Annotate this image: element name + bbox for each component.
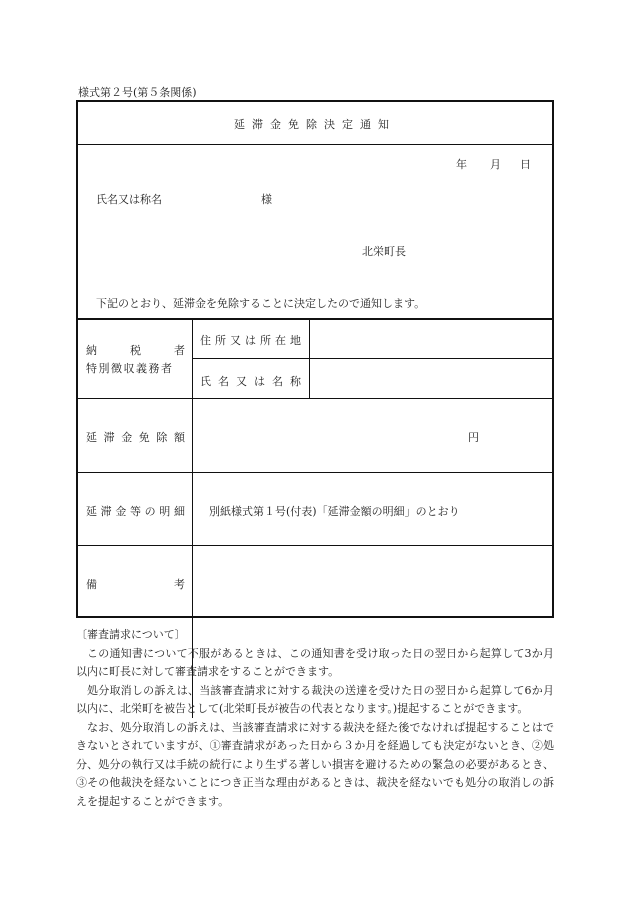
address-label-char: 住 xyxy=(200,334,211,347)
details-label-char: の xyxy=(144,505,156,518)
exemption-label-char: 金 xyxy=(121,431,133,444)
name-label-char: は xyxy=(254,375,265,388)
recipient-suffix: 様 xyxy=(261,193,272,206)
notes-paragraph: なお、処分取消しの訴えは、当該審査請求に対する裁決を経た後でなければ提起することはできないとされていますが、①審査請求があった日から３か月を経過しても決定がないとき、②処分、処分の執行又は手続の続行により生ずる著しい損害を避けるための緊急の必要があるとき、③その他裁決を経ないことにつき正当な理由があるときは、裁決を経ないでも処分の取消しの訴えを提起することができます。 xyxy=(76,720,554,808)
taxpayer-label-char: 納 xyxy=(86,344,97,357)
details-label-char: 細 xyxy=(173,505,185,518)
address-label-char: は xyxy=(245,334,256,347)
address-label-char: 所 xyxy=(215,334,226,347)
exemption-label-char: 額 xyxy=(173,431,185,444)
details-label-char: 金 xyxy=(115,505,127,518)
name-label-char: 名 xyxy=(218,375,229,388)
remarks-label-char: 備 xyxy=(86,578,97,591)
address-label xyxy=(200,332,301,348)
issuer-name: 北栄町長 xyxy=(362,245,406,258)
notice-form xyxy=(76,100,554,618)
taxpayer-label-char: 者 xyxy=(174,344,185,357)
special-collector-label: 特別徴収義務者 xyxy=(86,362,174,375)
remarks-label xyxy=(86,576,185,592)
name-label-char: 又 xyxy=(236,375,247,388)
details-value: 別紙様式第１号(付表)「延滞金額の明細」のとおり xyxy=(209,505,460,518)
recipient-label: 氏名又は称名 xyxy=(96,193,162,206)
name-label-char: 名 xyxy=(272,375,283,388)
taxpayer-label-char: 税 xyxy=(130,344,141,357)
appeal-notes xyxy=(76,626,554,811)
notes-paragraph: この通知書について不服があるときは、この通知書を受け取った日の翌日から起算して3か月以内に町長に対して審査請求をすることができます。 xyxy=(76,646,554,678)
taxpayer-label xyxy=(86,342,185,358)
name-label xyxy=(200,373,301,389)
details-label xyxy=(86,503,185,519)
exemption-label-char: 除 xyxy=(156,431,168,444)
divider xyxy=(78,144,552,145)
amount-unit: 円 xyxy=(468,431,479,444)
notes-paragraph: 処分取消しの訴えは、当該審査請求に対する裁決の送達を受けた日の翌日から起算して6か月以内に、北栄町を被告として(北栄町長が被告の代表となります。)提起することができます。 xyxy=(76,683,554,715)
address-label-char: 又 xyxy=(230,334,241,347)
divider xyxy=(78,318,552,320)
details-label-char: 等 xyxy=(129,505,141,518)
date-day: 日 xyxy=(520,158,531,171)
details-label-char: 滞 xyxy=(100,505,112,518)
exemption-label-char: 滞 xyxy=(103,431,115,444)
remarks-label-char: 考 xyxy=(174,578,185,591)
date-year: 年 xyxy=(456,158,467,171)
exemption-amount-label xyxy=(86,429,185,445)
address-label-char: 在 xyxy=(275,334,286,347)
form-number: 様式第２号(第５条関係) xyxy=(78,86,197,99)
exemption-label-char: 延 xyxy=(86,431,97,444)
notice-statement: 下記のとおり、延滞金を免除することに決定したので通知します。 xyxy=(96,297,426,310)
address-label-char: 地 xyxy=(290,334,301,347)
address-label-char: 所 xyxy=(260,334,271,347)
details-label-char: 明 xyxy=(159,505,171,518)
form-title: 延滞金免除決定通知 xyxy=(234,118,396,131)
exemption-label-char: 免 xyxy=(138,431,150,444)
name-label-char: 称 xyxy=(290,375,301,388)
notes-heading: 〔審査請求について〕 xyxy=(76,628,186,641)
details-label-char: 延 xyxy=(86,505,97,518)
date-month: 月 xyxy=(490,158,501,171)
name-label-char: 氏 xyxy=(200,375,211,388)
